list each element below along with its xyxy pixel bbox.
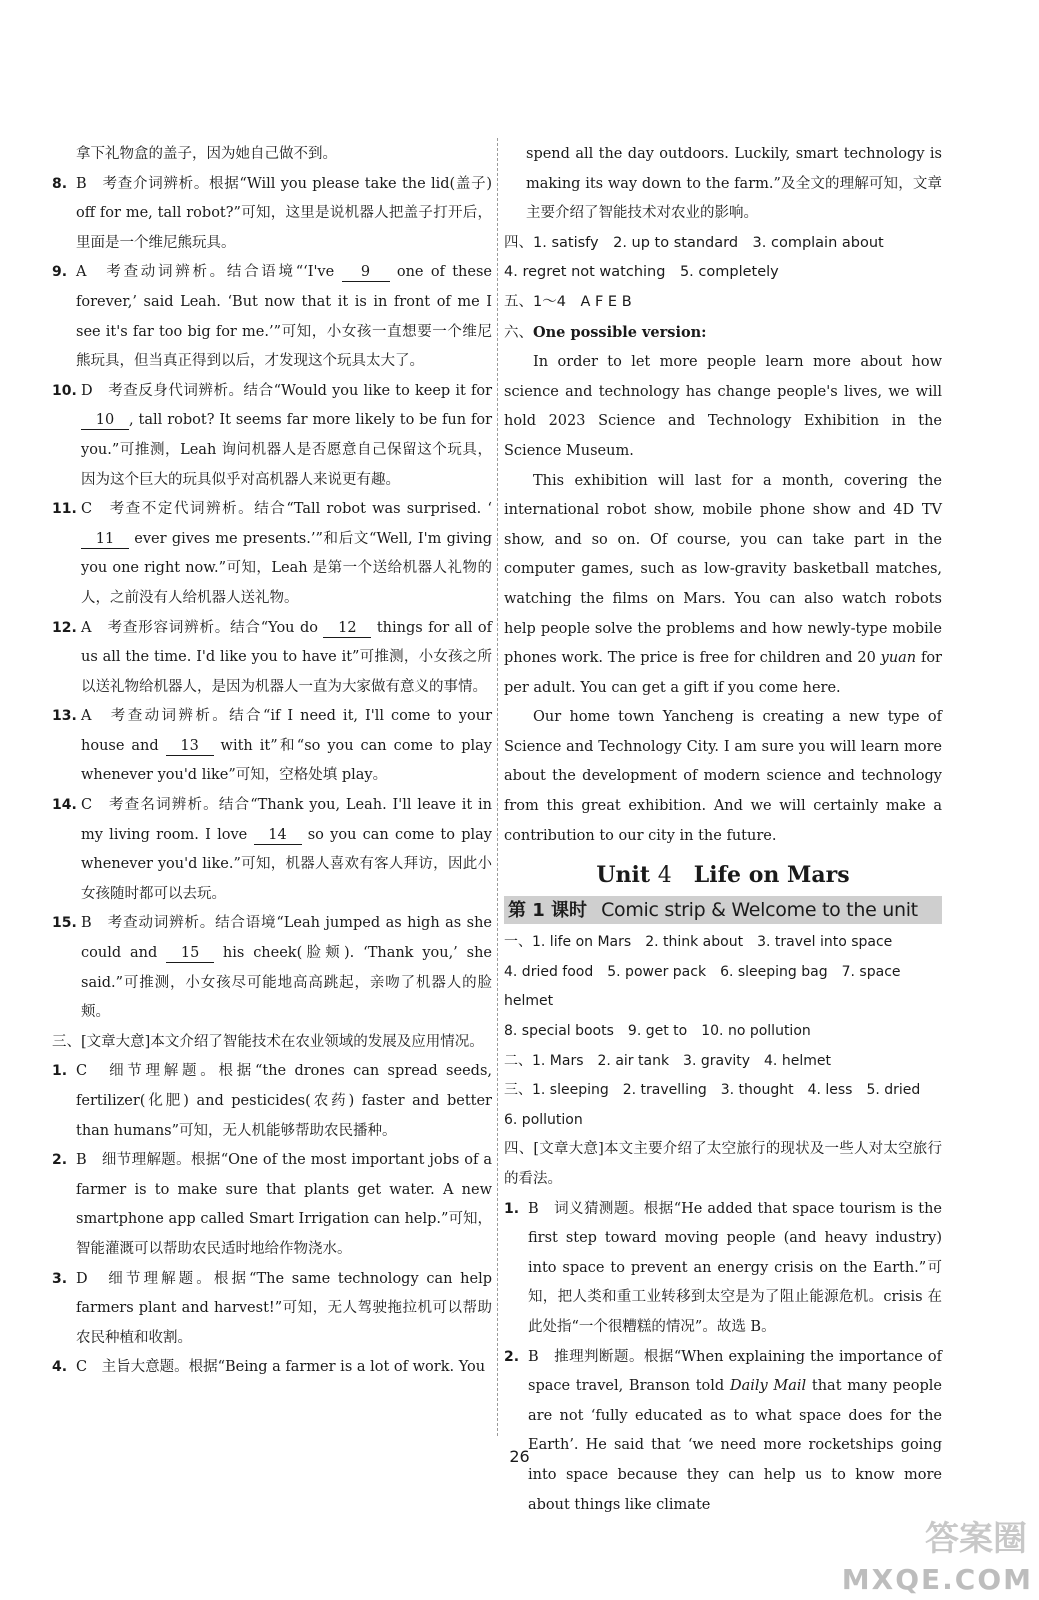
section-5-answers: 五、1～4 A F E B	[504, 293, 632, 310]
left-top-line: 拿下礼物盒的盖子，因为她自己做不到。	[76, 146, 337, 162]
blank-11: 11	[81, 530, 129, 549]
column-divider	[497, 138, 498, 1436]
essay-paragraph-3: Our home town Yancheng is creating a new type of Science and Technology City. I am sure you will learn more about the development of modern science and technology from this great exhibition. And we will certainly make a contribution to our city in the future.	[504, 709, 942, 844]
section-4-answers: 四、1. satisfy 2. up to standard 3. complain about 4. regret not watching 5. completely	[504, 234, 884, 281]
essay-paragraph-1: In order to let more people learn more about how science and technology has change people's lives, we will hold 2023 Science and Technology Exhibition in the Science Museum.	[504, 354, 942, 459]
answer-item-12: 12. A 考查形容词辨析。结合“You do 12 things for all of us all the time. I'd like you to have it”可推测，小女孩之所以送礼物给机器人，是因为机器人一直为大家做有意义的事情。	[52, 619, 492, 695]
unit-section-3-answers-cont: 6. pollution	[504, 1111, 583, 1128]
reading-item-1: 1. C 细节理解题。根据“the drones can spread seeds, fertilizer(化肥) and pesticides(农药) faster and better than humans”可知，无人机能够帮助农民播种。	[52, 1063, 492, 1139]
watermark-text: MXQE.COM	[841, 1563, 1033, 1596]
blank-14: 14	[254, 826, 302, 845]
blank-15: 15	[166, 944, 214, 963]
essay-paragraph-2: This exhibition will last for a month, covering the international robot show, mobile phone show and 4D TV show, and so on. Of course, you can take part in the computer games, such as low-gravity basketball matches, watching the films on Mars. You can also watch robots help people solve the problems and how newly-type mobile phones work. The price is free for children and 20 yuan for per adult. You can get a gift if you come here.	[504, 472, 942, 696]
right-continuation: spend all the day outdoors. Luckily, smart technology is making its way down to the farm.”及全文的理解可知，文章主要介绍了智能技术对农业的影响。	[526, 146, 942, 222]
reading-item-4: 4. C 主旨大意题。根据“Being a farmer is a lot of work. You	[52, 1359, 486, 1376]
unit-section-1-answers: 一、1. life on Mars 2. think about 3. travel into space 4. dried food 5. power pack 6. sleeping bag 7. space helmet 8. special boots 9. get to 10. no pollution	[504, 934, 901, 1040]
blank-10: 10	[81, 411, 129, 430]
blank-12: 12	[323, 619, 371, 638]
reading-item-2: 2. B 细节理解题。根据“One of the most important jobs of a farmer is to make sure that plants get water. A new smartphone app called Smart Irrigation can help.”可知，智能灌溉可以帮助农民适时地给作物浇水。	[52, 1152, 492, 1257]
unit-section-3-answers: 三、1. sleeping 2. travelling 3. thought 4. less 5. dried	[504, 1082, 921, 1099]
section-6-heading: 六、One possible version:	[504, 323, 707, 341]
watermark-logo: 答案圈	[925, 1519, 1027, 1559]
unit-section-2-answers: 二、1. Mars 2. air tank 3. gravity 4. helmet	[504, 1052, 831, 1069]
blank-9: 9	[342, 263, 390, 282]
answer-item-14: 14. C 考查名词辨析。结合“Thank you, Leah. I'll leave it in my living room. I love 14 so you can come to play whenever you'd like.”可知，机器人喜欢有客人拜访，因此小女孩随时都可以去玩。	[52, 797, 492, 902]
right-column	[504, 140, 942, 1520]
left-column	[52, 140, 492, 1383]
blank-13: 13	[166, 737, 214, 756]
reading-item-3: 3. D 细节理解题。根据“The same technology can help farmers plant and harvest!”可知，无人驾驶拖拉机可以帮助农民种植和收割。	[52, 1270, 492, 1346]
unit-reading-item-2: 2. B 推理判断题。根据“When explaining the importance of space travel, Branson told Daily Mail that many people are not ‘fully educated as to what space does for the Earth’. He said that ‘we need more rocketships going into space because they can help us to know more about things like climate	[504, 1348, 942, 1513]
answer-item-8: 8. B 考查介词辨析。根据“Will you please take the lid(盖子) off for me, tall robot?”可知，这里是说机器人把盖子打开后，里面是一个维尼熊玩具。	[52, 175, 492, 251]
answer-item-15: 15. B 考查动词辨析。结合语境“Leah jumped as high as she could and 15 his cheek(脸颊). ‘Thank you,’ she said.”可推测，小女孩尽可能地高高跳起，亲吻了机器人的脸颊。	[52, 915, 492, 1021]
unit-section-4-heading: 四、[文章大意]本文主要介绍了太空旅行的现状及一些人对太空旅行的看法。	[504, 1141, 942, 1187]
answer-item-13: 13. A 考查动词辨析。结合“if I need it, I'll come to your house and 13 with it”和“so you can come to play whenever you'd like”可知，空格处填 play。	[52, 708, 492, 784]
answer-item-10: 10. D 考查反身代词辨析。结合“Would you like to keep it for 10 , tall robot? It seems far more likely to be fun for you.”可推测，Leah 询问机器人是否愿意自己保留这个玩具，因为这个巨大的玩具似乎对高机器人来说更有趣。	[52, 382, 492, 488]
unit-reading-item-1: 1. B 词义猜测题。根据“He added that space tourism is the first step toward moving people (and heavy industry) into space to prevent an energy crisis on the Earth.”可知，把人类和重工业转移到太空是为了阻止能源危机。crisis 在此处指“一个很糟糕的情况”。故选 B。	[504, 1200, 942, 1335]
unit-title: Unit 4 Life on Mars	[596, 862, 850, 889]
page-number: 26	[509, 1447, 530, 1466]
answer-item-11: 11. C 考查不定代词辨析。结合“Tall robot was surprised. ‘11 ever gives me presents.’”和后文“Well, I'm giving you one right now.”可知，Leah 是第一个送给机器人礼物的人，之前没有人给机器人送礼物。	[52, 501, 492, 606]
section-3-heading: 三、[文章大意]本文介绍了智能技术在农业领域的发展及应用情况。	[52, 1033, 484, 1050]
answer-item-9: 9. A 考查动词辨析。结合语境“‘I've 9 one of these forever,’ said Leah. ‘But now that it is in front of me I see it's far too big for me.’”可知，小女孩一直想要一个维尼熊玩具，但当真正得到以后，才发现这个玩具太大了。	[52, 264, 493, 370]
lesson-header-bar: 第 1 课时 Comic strip & Welcome to the unit	[504, 896, 942, 924]
